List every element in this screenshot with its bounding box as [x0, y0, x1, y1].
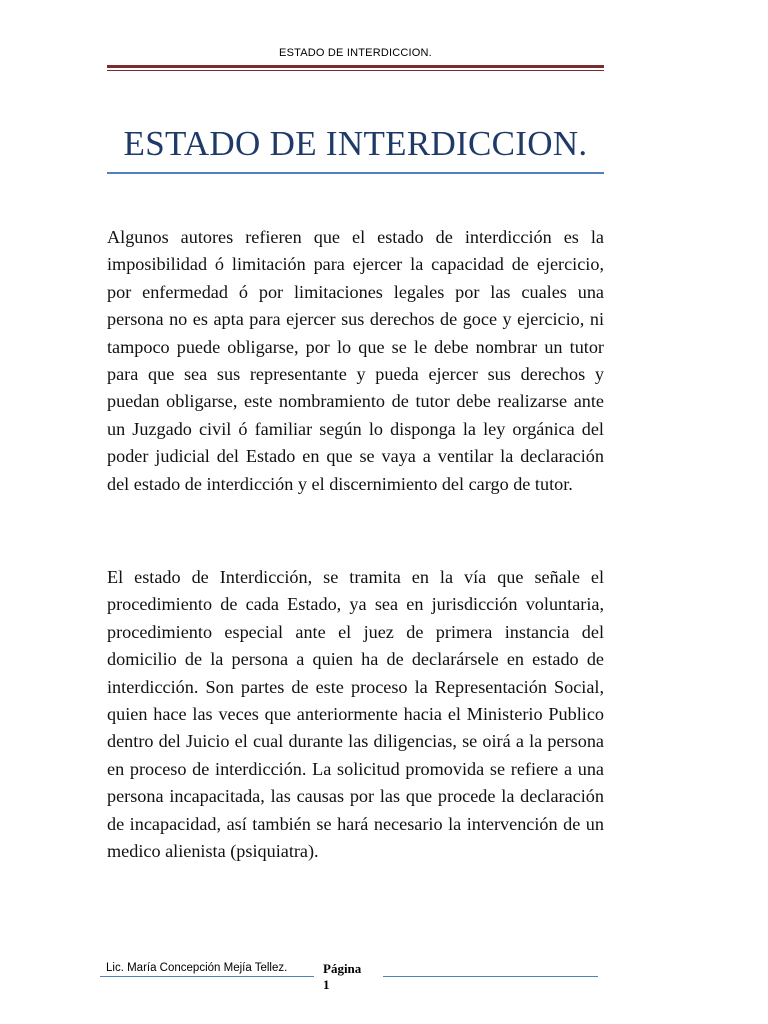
document-title: ESTADO DE INTERDICCION.	[123, 124, 588, 163]
body-paragraph-1: Algunos autores refieren que el estado de interdicción es la imposibilidad ó limitación para ejercer la capacidad de ejercicio, por enfermedad ó por limitaciones legales por las cuales una persona no es apta para ejercer sus derechos de goce y ejercicio, ni tampoco puede obligarse, por lo que se le debe nombrar un tutor para que sea sus representante y pueda ejercer sus derechos y puedan obligarse, este nombramiento de tutor debe realizarse ante un Juzgado civil ó familiar según lo disponga la ley orgánica del poder judicial del Estado en que se vaya a ventilar la declaración del estado de interdicción y el discernimiento del cargo de tutor.	[107, 227, 604, 494]
page-label: Página	[323, 961, 362, 976]
header-rule-thin	[107, 70, 604, 71]
running-header: ESTADO DE INTERDICCION.	[279, 47, 432, 59]
body-paragraph-2: El estado de Interdicción, se tramita en la vía que señale el procedimiento de cada Estado, ya sea en jurisdicción voluntaria, procedimiento especial ante el juez de primera instancia del domicilio de la persona a quien ha de declarársele en estado de interdicción. Son partes de este proceso la Representación Social, quien hace las veces que anteriormente hacia el Ministerio Publico dentro del Juicio el cual durante las diligencias, se oirá a la persona en proceso de interdicción. La solicitud promovida se refiere a una persona incapacitada, las causas por las que procede la declaración de incapacidad, así también se hará necesario la intervención de un medico alienista (psiquiatra).	[107, 567, 604, 862]
footer-rule-left	[100, 976, 314, 977]
footer-page-number	[323, 961, 383, 993]
header-rule-thick	[107, 65, 604, 68]
footer-author: Lic. María Concepción Mejía Tellez.	[106, 962, 288, 974]
page-number: 1	[323, 977, 330, 992]
title-underline	[107, 172, 604, 174]
footer-rule-right	[383, 976, 598, 977]
